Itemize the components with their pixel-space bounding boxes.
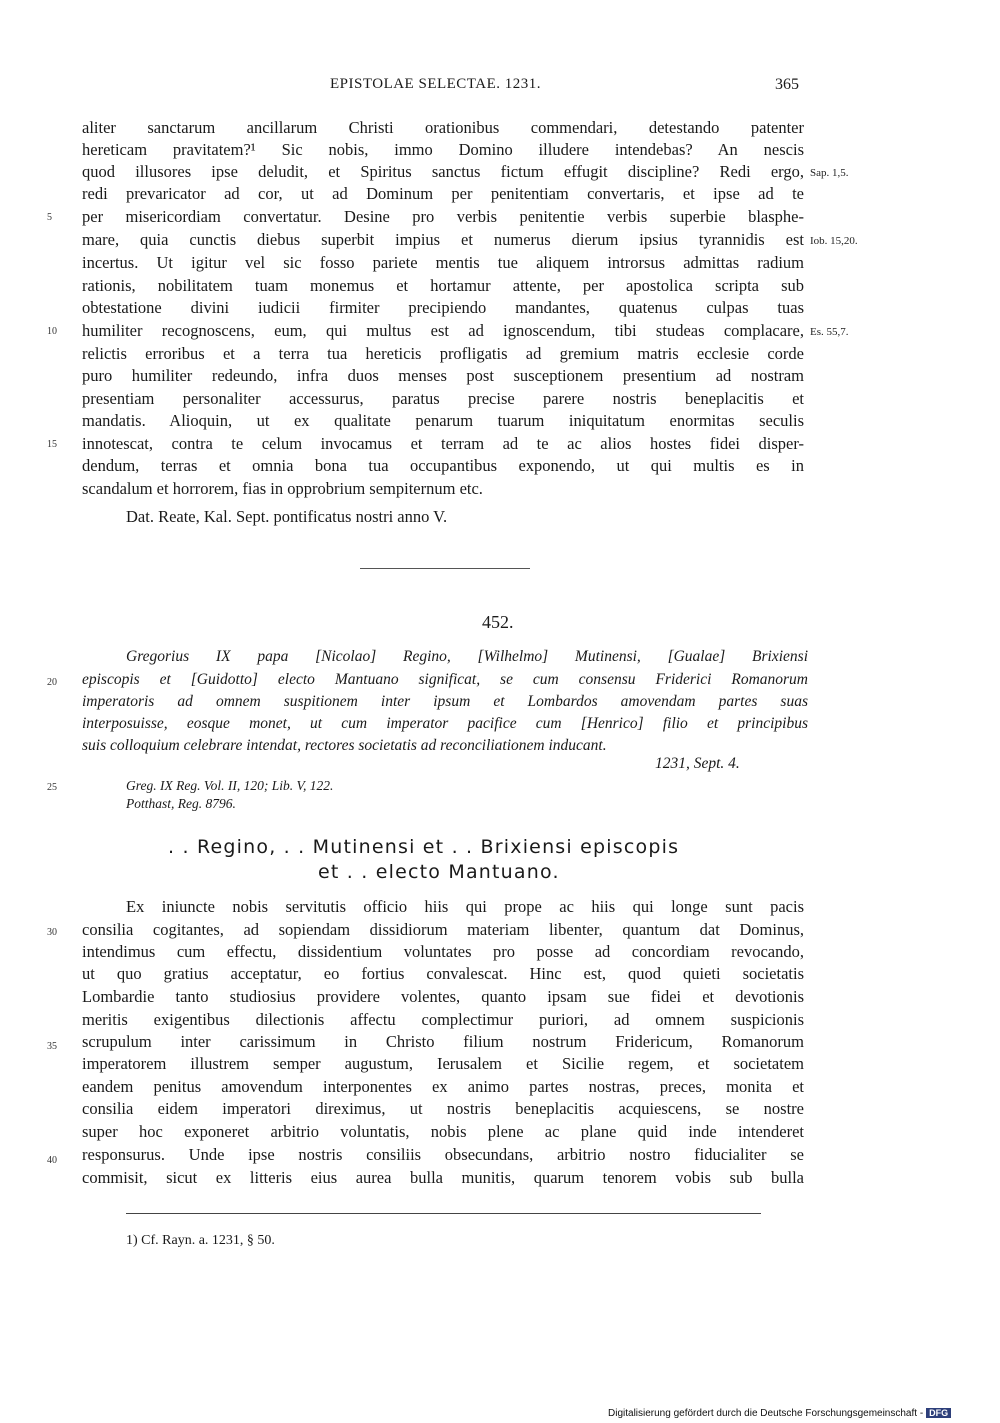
summary-date: 1231, Sept. 4. [655,755,740,772]
text-line: dendum, terras et omnia bona tua occupantibus exponendo, ut qui multis es in [82,456,804,475]
footnote-separator [126,1213,761,1214]
text-line: relictis erroribus et a terra tua hereticis profligatis ad gremium matris ecclesie corde [82,344,804,363]
dateline: Dat. Reate, Kal. Sept. pontificatus nostri anno V. [126,507,448,526]
text-line: eandem penitus amovendum interponentes ex animo partes nostras, preces, monita et [82,1077,804,1096]
line-number: 5 [47,212,52,223]
text-line: per misericordiam convertatur. Desine pro verbis penitentie verbis superbie blasphe- [82,207,804,226]
running-header: EPISTOLAE SELECTAE. 1231. [330,76,542,92]
page-number: 365 [775,76,799,93]
text-line: hereticam pravitatem?¹ Sic nobis, immo Domino illudere intendebas? An nescis [82,140,804,159]
section-separator [360,568,530,569]
line-number: 25 [47,782,57,793]
text-line: aliter sanctarum ancillarum Christi orationibus commendari, detestando patenter [82,118,804,137]
text-line: quod illusores ipse deludit, et Spiritus sanctus fictum effugit discipline? Redi ergo, [82,162,804,181]
text-line: consilia eidem imperatori direximus, ut nostris beneplacitis acquiescens, se nostre [82,1099,804,1118]
source-reference: Greg. IX Reg. Vol. II, 120; Lib. V, 122. [126,778,334,793]
text-line: incertus. Ut igitur vel sic fosso pariete mentis tue aliquem introrsus admittas radium [82,253,804,272]
summary-line: suis colloquium celebrare intendat, rectores societatis ad reconciliationem inducant. [82,737,607,754]
margin-reference: Iob. 15,20. [810,235,858,247]
text-line: puro humiliter redeundo, infra duos menses post susceptionem presentium ad nostram [82,366,804,385]
digitization-credit [608,1408,951,1419]
summary-line: episcopis et [Guidotto] electo Mantuano significat, se cum consensu Friderici Romanorum [82,671,808,688]
footnote: 1) Cf. Rayn. a. 1231, § 50. [126,1233,275,1248]
source-reference: Potthast, Reg. 8796. [126,796,236,811]
margin-reference: Sap. 1,5. [810,167,849,179]
footer-text: Digitalisierung gefördert durch die Deutsche Forschungsgemeinschaft - [608,1408,924,1419]
text-line: super hoc exponeret arbitrio voluntatis, nobis plene ac plane quid inde intenderet [82,1122,804,1141]
document-number: 452. [482,612,514,632]
line-number: 35 [47,1041,57,1052]
address-line: et . . electo Mantuano. [318,861,560,883]
text-line: innotescat, contra te celum invocamus et terram ad te ac alios hostes fidei disper- [82,434,804,453]
text-line: mandatis. Alioquin, ut ex qualitate penarum tuarum iniquitatum enormitas seculis [82,411,804,430]
text-line: intendimus cum effectu, dissidentium voluntates pro posse ad concordiam revocando, [82,942,804,961]
line-number: 40 [47,1155,57,1166]
line-number: 20 [47,677,57,688]
line-number: 15 [47,439,57,450]
summary-line: interposuisse, eosque monet, ut cum imperator pacifice cum [Henrico] filio et principibus [82,715,808,732]
margin-reference: Es. 55,7. [810,326,849,338]
text-line: mare, quia cunctis diebus superbit impius et numerus dierum ipsius tyrannidis est [82,230,804,249]
text-line: redi prevaricator ad cor, ut ad Dominum per penitentiam convertaris, et ipse ad te [82,184,804,203]
text-line: imperatorem illustrem semper augustum, Ierusalem et Sicilie regem, et societatem [82,1054,804,1073]
text-line: humiliter recognoscens, eum, qui multus est ad ignoscendum, tibi studeas complacare, [82,321,804,340]
text-line: ut quo gratius acceptatur, eo fortius convalescat. Hinc est, quod quieti societatis [82,964,804,983]
line-number: 10 [47,326,57,337]
dfg-logo: DFG [926,1408,951,1418]
text-line: scrupulum inter carissimum in Christo filium nostrum Fridericum, Romanorum [82,1032,804,1051]
text-line: Lombardie tanto studiosius providere volentes, quanto ipsam sue fidei et devotionis [82,987,804,1006]
text-line: responsurus. Unde ipse nostris consiliis obsecundans, arbitrio nostro fiducialiter se [82,1145,804,1164]
text-line: presentiam personaliter accessurus, paratus precise parere nostris beneplacitis et [82,389,804,408]
text-line: meritis exigentibus dilectionis affectu complectimur puriori, ad omnem suspicionis [82,1010,804,1029]
address-line: . . Regino, . . Mutinensi et . . Brixiensi episcopis [168,836,680,858]
summary-line: Gregorius IX papa [Nicolao] Regino, [Wilhelmo] Mutinensi, [Gualae] Brixiensi [126,648,808,665]
summary-line: imperatoris ad omnem suspitionem inter ipsum et Lombardos amovendam partes suas [82,693,808,710]
text-line: consilia cogitantes, ad sopiendam dissidiorum materiam libenter, quantum dat Dominus, [82,920,804,939]
text-line: obtestatione divini iudicii firmiter precipiendo mandantes, quatenus culpas tuas [82,298,804,317]
text-line: Ex iniuncte nobis servitutis officio hiis qui prope ac hiis qui longe sunt pacis [126,897,804,916]
text-line: scandalum et horrorem, fias in opprobrium sempiternum etc. [82,479,483,498]
line-number: 30 [47,927,57,938]
text-line: rationis, nobilitatem tuam monemus et hortamur attente, per apostolica scripta sub [82,276,804,295]
text-line: commisit, sicut ex litteris eius aurea bulla munitis, quarum tenorem vobis sub bulla [82,1168,804,1187]
